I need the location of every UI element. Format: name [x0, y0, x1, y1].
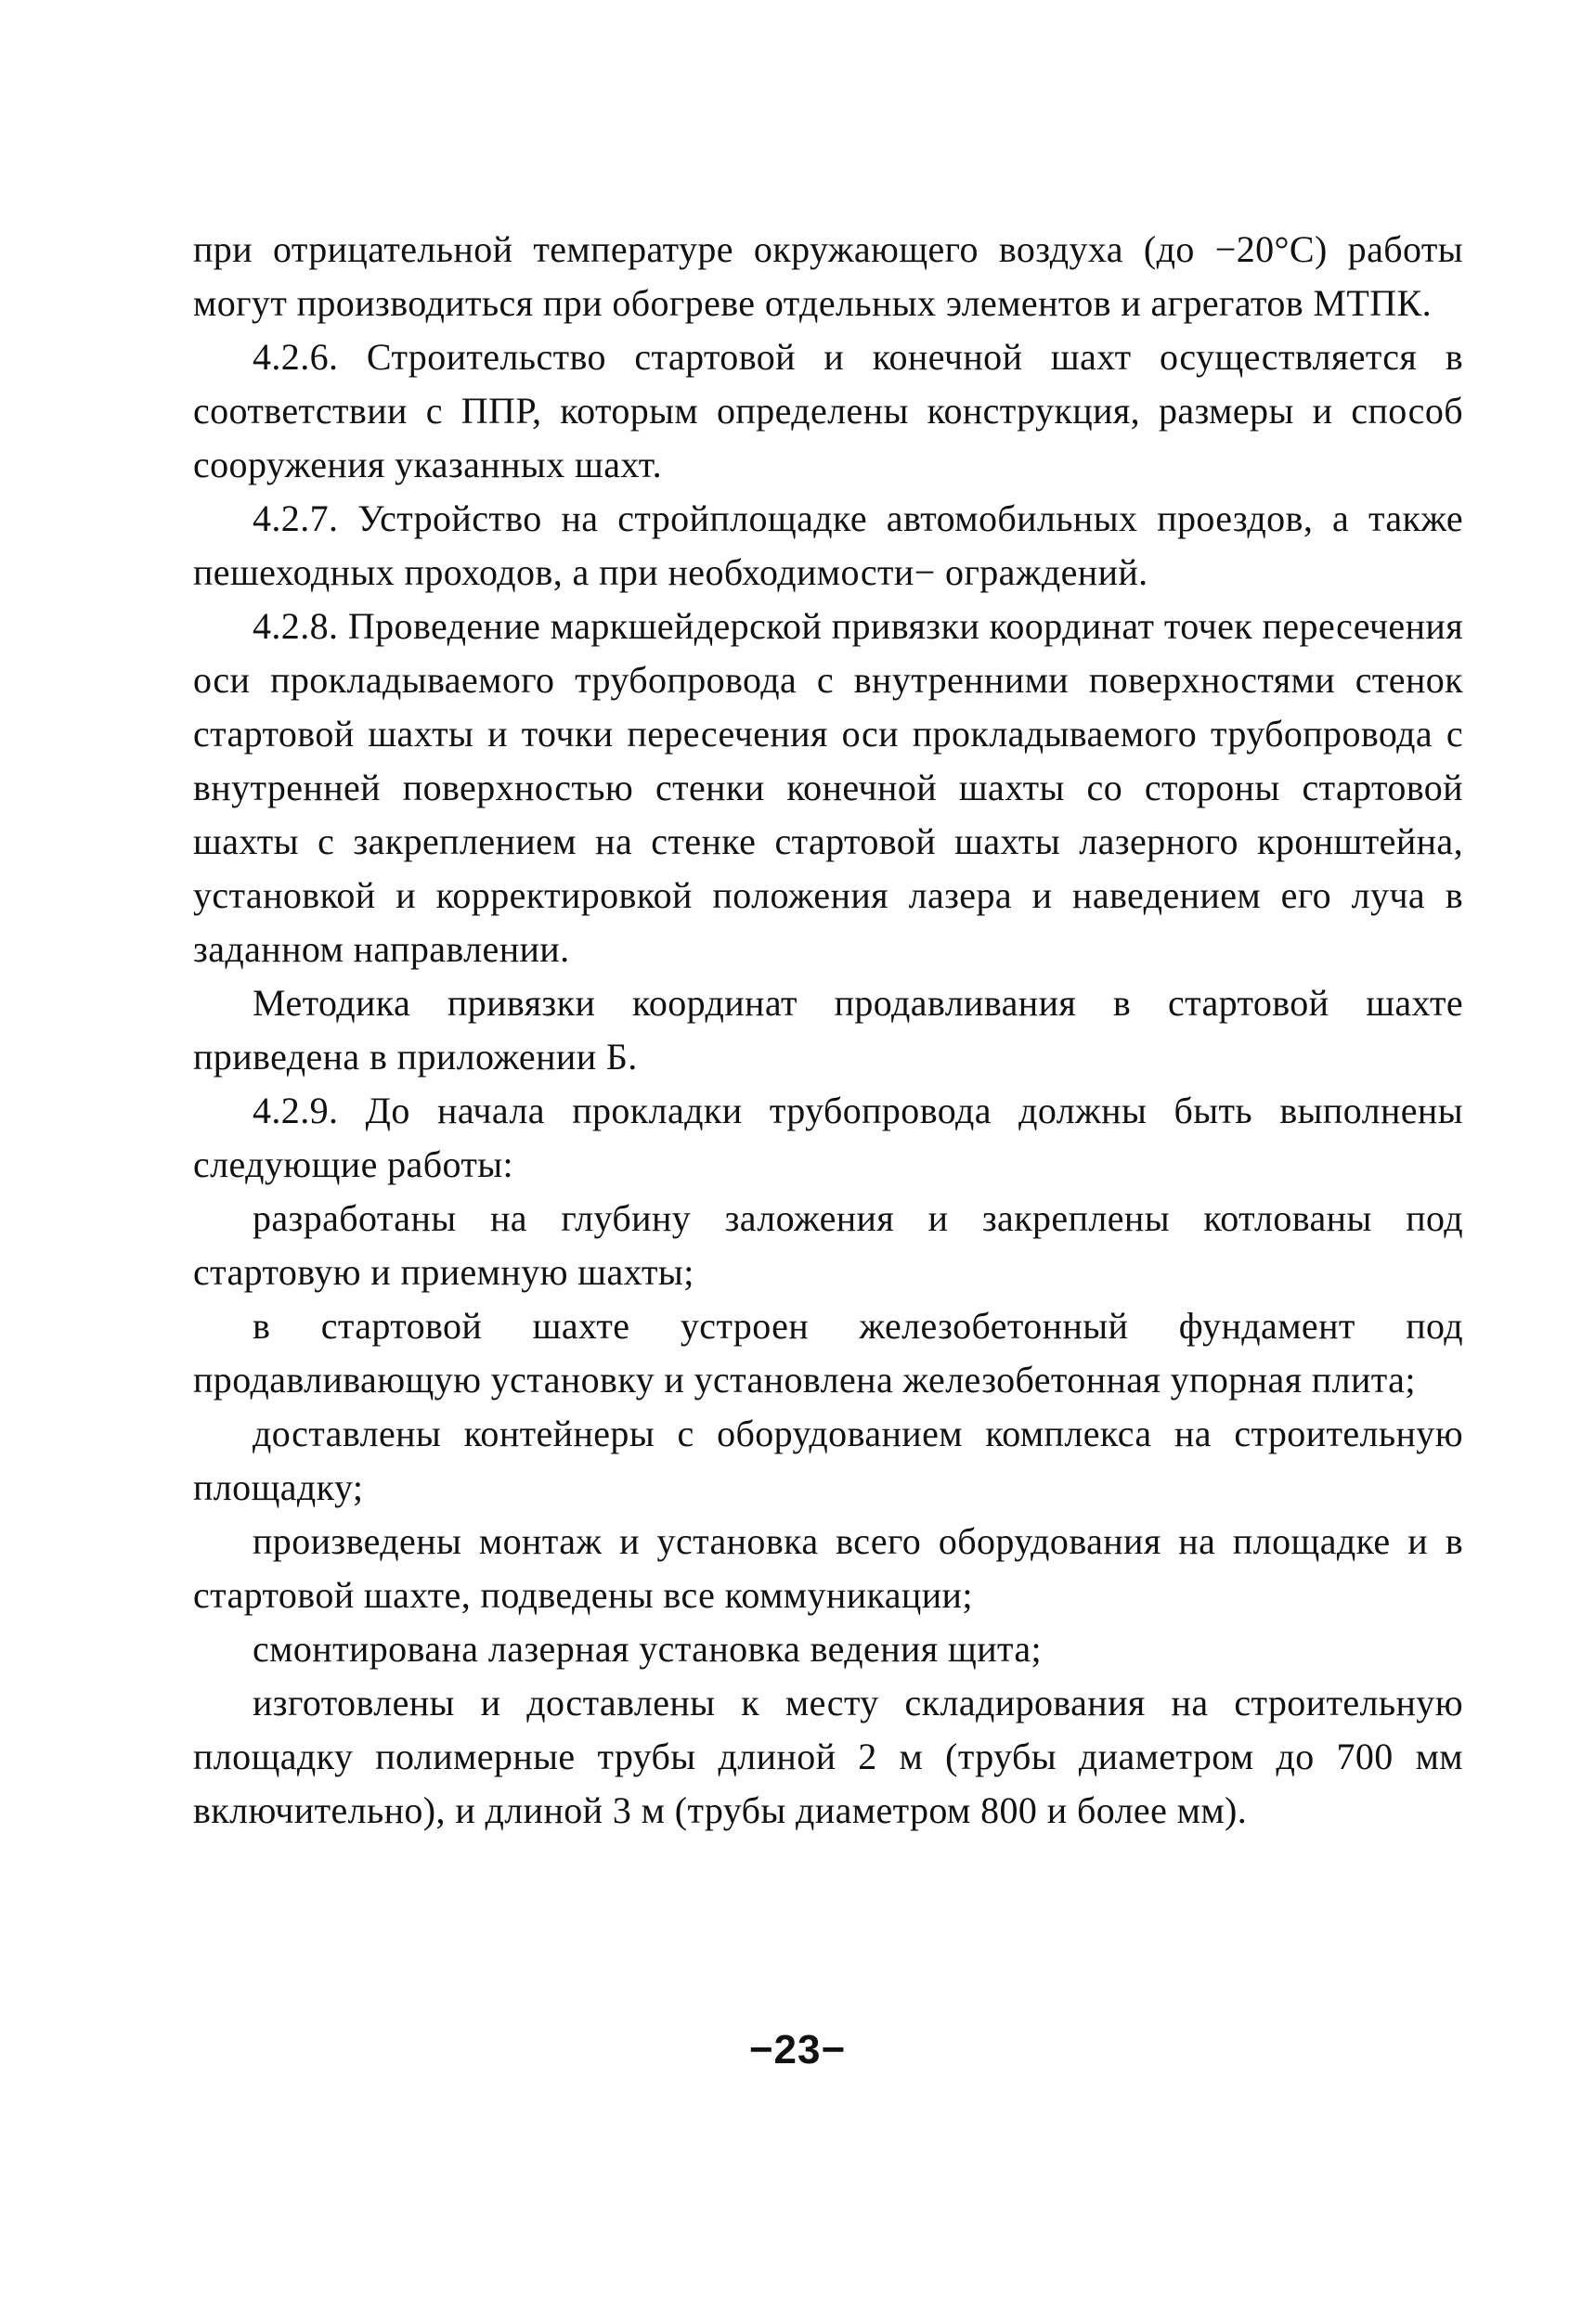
list-item-installation: произведены монтаж и установка всего оборудования на площадке и в стартовой шахте, подведены все коммуникации;	[193, 1520, 1463, 1616]
paragraph-4-2-6: 4.2.6. Строительство стартовой и конечной шахт осуществляется в соответствии с ППР, которым определены конструкция, размеры и способ сооружения указанных шахт.	[193, 336, 1463, 485]
paragraph-methodology: Методика привязки координат продавливания в стартовой шахте приведена в приложении Б.	[193, 982, 1463, 1078]
paragraph-4-2-9: 4.2.9. До начала прокладки трубопровода должны быть выполнены следующие работы:	[193, 1090, 1463, 1185]
paragraph-4-2-8: 4.2.8. Проведение маркшейдерской привязки координат точек пересечения оси прокладываемого трубопровода с внутренними поверхностями стенок стартовой шахты и точки пересечения оси прокладываемого трубопровода с внутренней поверхностью стенки конечной шахты со стороны стартовой шахты с закреплением на стенке стартовой шахты лазерного кронштейна, установкой и корректировкой положения лазера и наведением его луча в заданном направлении.	[193, 605, 1463, 970]
list-item-foundation: в стартовой шахте устроен железобетонный фундамент под продавливающую установку и установлена железобетонная упорная плита;	[193, 1305, 1463, 1401]
paragraph-4-2-7: 4.2.7. Устройство на стройплощадке автомобильных проездов, а также пешеходных проходов, а при необходимости− ограждений.	[193, 497, 1463, 593]
list-item-pipes: изготовлены и доставлены к месту складирования на строительную площадку полимерные трубы длиной 2 м (трубы диаметром до 700 мм включительно), и длиной 3 м (трубы диаметром 800 и более мм).	[193, 1682, 1463, 1831]
list-item-laser: смонтирована лазерная установка ведения щита;	[253, 1628, 1043, 1670]
page-number: −23−	[748, 2027, 847, 2072]
list-item-excavation: разработаны на глубину заложения и закреплены котлованы под стартовую и приемную шахты;	[193, 1197, 1463, 1293]
list-item-containers: доставлены контейнеры с оборудованием комплекса на строительную площадку;	[193, 1413, 1463, 1508]
document-body	[193, 223, 1463, 1838]
paragraph-continuation: при отрицательной температуре окружающего воздуха (до −20°С) работы могут производиться при обогреве отдельных элементов и агрегатов МТПК.	[193, 228, 1463, 324]
